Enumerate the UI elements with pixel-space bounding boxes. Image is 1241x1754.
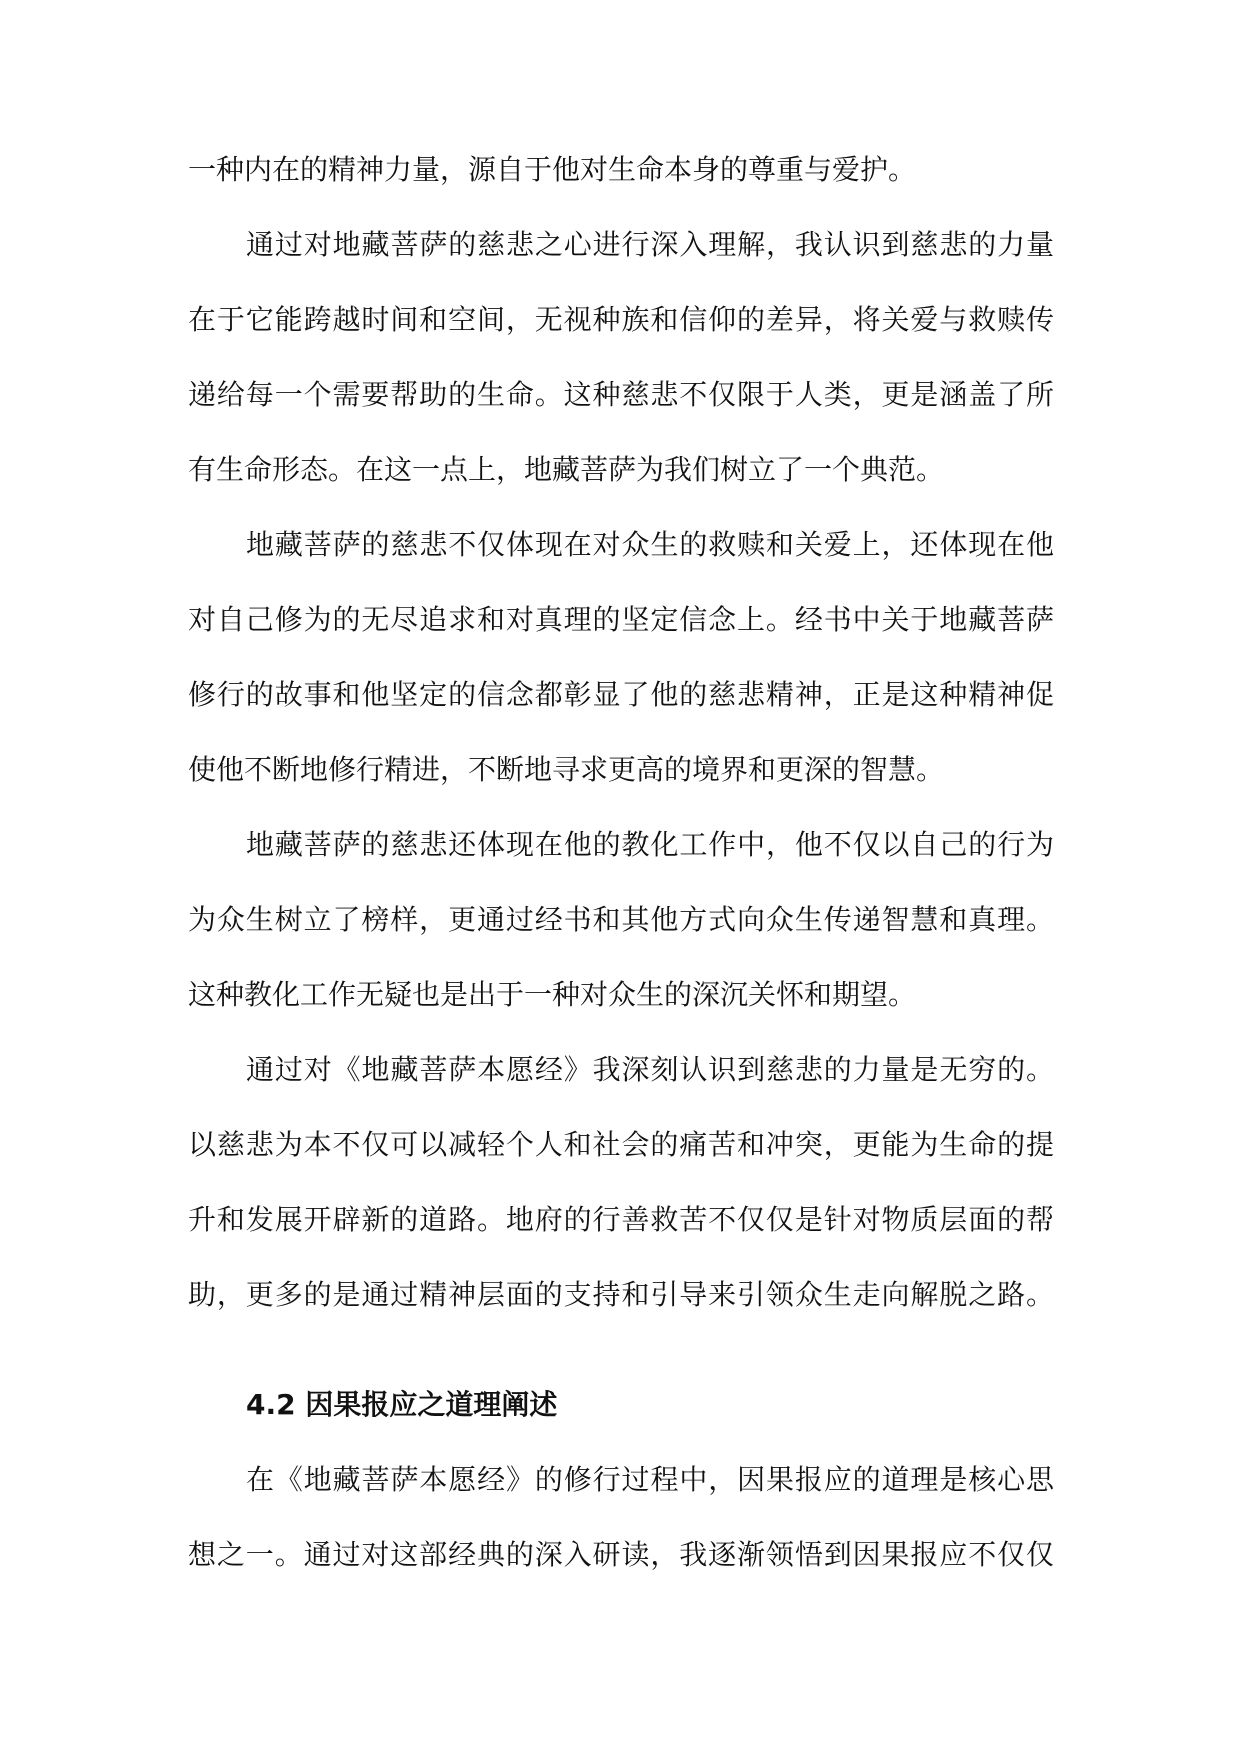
paragraph-line: 有生命形态。在这一点上，地藏菩萨为我们树立了一个典范。 bbox=[188, 453, 945, 486]
paragraph-line: 递给每一个需要帮助的生命。这种慈悲不仅限于人类，更是涵盖了所 bbox=[188, 378, 1054, 411]
paragraph-line: 对自己修为的无尽追求和对真理的坚定信念上。经书中关于地藏菩萨 bbox=[188, 603, 1054, 636]
paragraph-line: 通过对地藏菩萨的慈悲之心进行深入理解，我认识到慈悲的力量 bbox=[246, 228, 1054, 261]
paragraph-line: 想之一。通过对这部经典的深入研读，我逐渐领悟到因果报应不仅仅 bbox=[188, 1538, 1054, 1571]
paragraph-line: 助，更多的是通过精神层面的支持和引导来引领众生走向解脱之路。 bbox=[188, 1278, 1054, 1311]
paragraph-line: 在《地藏菩萨本愿经》的修行过程中，因果报应的道理是核心思 bbox=[246, 1463, 1054, 1496]
paragraph-line: 通过对《地藏菩萨本愿经》我深刻认识到慈悲的力量是无穷的。 bbox=[246, 1053, 1054, 1086]
paragraph-line: 这种教化工作无疑也是出于一种对众生的深沉关怀和期望。 bbox=[188, 978, 917, 1011]
paragraph-line: 地藏菩萨的慈悲不仅体现在对众生的救赎和关爱上，还体现在他 bbox=[246, 528, 1054, 561]
section-heading: 4.2 因果报应之道理阐述 bbox=[246, 1388, 558, 1421]
paragraph-line: 使他不断地修行精进，不断地寻求更高的境界和更深的智慧。 bbox=[188, 753, 945, 786]
paragraph-line: 一种内在的精神力量，源自于他对生命本身的尊重与爱护。 bbox=[188, 153, 917, 186]
paragraph-line: 以慈悲为本不仅可以减轻个人和社会的痛苦和冲突，更能为生命的提 bbox=[188, 1128, 1054, 1161]
paragraph-line: 修行的故事和他坚定的信念都彰显了他的慈悲精神，正是这种精神促 bbox=[188, 678, 1054, 711]
paragraph-line: 在于它能跨越时间和空间，无视种族和信仰的差异，将关爱与救赎传 bbox=[188, 303, 1054, 336]
paragraph-line: 升和发展开辟新的道路。地府的行善救苦不仅仅是针对物质层面的帮 bbox=[188, 1203, 1054, 1236]
paragraph-line: 地藏菩萨的慈悲还体现在他的教化工作中，他不仅以自己的行为 bbox=[246, 828, 1054, 861]
paragraph-line: 为众生树立了榜样，更通过经书和其他方式向众生传递智慧和真理。 bbox=[188, 903, 1054, 936]
